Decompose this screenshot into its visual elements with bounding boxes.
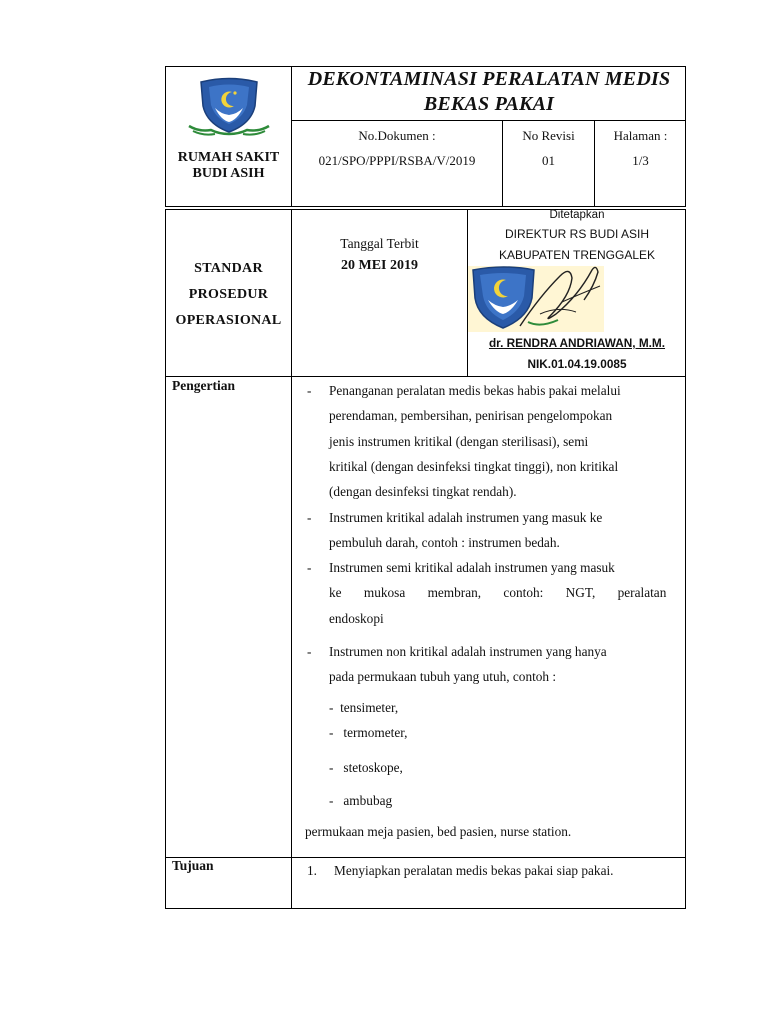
issue-date-label: Tanggal Terbit [340, 236, 419, 251]
pengertian-item-3 [329, 555, 678, 631]
tujuan-number: 1. [307, 863, 317, 878]
example-item-1: - tensimeter, [329, 700, 399, 715]
example-list [329, 700, 408, 808]
document-title-line1: DEKONTAMINASI PERALATAN MEDIS [307, 68, 671, 90]
director-line1: DIREKTUR RS BUDI ASIH [504, 227, 650, 241]
item1-line3: jenis instrumen kritikal (dengan sterilisasi), semi [329, 433, 589, 449]
document-number-value: 021/SPO/PPPI/RSBA/V/2019 [318, 153, 476, 168]
revision-label: No Revisi [522, 128, 575, 143]
document-number [292, 123, 502, 173]
item2-dash: - [307, 510, 312, 525]
item1-dash: - [307, 383, 312, 398]
sop-label-line3: OPERASIONAL [175, 313, 282, 328]
issue-date-value: 20 MEI 2019 [341, 258, 418, 273]
pengertian-closing: permukaan meja pasien, bed pasien, nurse station. [305, 824, 572, 839]
item1-line4: kritikal (dengan desinfeksi tingkat tinggi), non kritikal [329, 458, 619, 474]
document-title [292, 67, 686, 117]
header-divider-horizontal [291, 120, 686, 121]
item3-dash: - [307, 560, 312, 575]
hospital-name-line1: RUMAH SAKIT [177, 150, 280, 165]
item2-line2: pembuluh darah, contoh : instrumen bedah. [329, 535, 560, 551]
example-item-3: - stetoskope, [329, 760, 403, 775]
item3-line3: endoskopi [329, 610, 384, 626]
item4-dash: - [307, 644, 312, 659]
sop-divider-1 [165, 376, 686, 377]
sop-divider-2 [165, 857, 686, 858]
director-line2: KABUPATEN TRENGGALEK [498, 248, 656, 262]
pengertian-item-4 [329, 639, 673, 690]
pengertian-label: Pengertian [172, 378, 235, 393]
signatory-nik: NIK.01.04.19.0085 [527, 357, 627, 371]
signatory-name: dr. RENDRA ANDRIAWAN, M.M. [488, 336, 666, 350]
hospital-name [166, 150, 291, 182]
pengertian-item-2 [329, 505, 673, 556]
tujuan-text: Menyiapkan peralatan medis bekas pakai siap pakai. [334, 863, 614, 878]
item4-line1: Instrumen non kritikal adalah instrumen yang hanya [329, 644, 607, 659]
document-number-label: No.Dokumen : [358, 128, 436, 143]
example-item-2: - termometer, [329, 725, 408, 740]
revision-value: 01 [542, 153, 555, 168]
revision [503, 123, 594, 173]
hospital-shield-logo-icon [187, 76, 271, 140]
example-item-4: - ambubag [329, 793, 393, 808]
item1-line2: perendaman, pembersihan, penirisan pengelompokan [329, 408, 613, 424]
hospital-name-line2: BUDI ASIH [192, 166, 265, 181]
tujuan-label: Tujuan [172, 858, 214, 873]
signatory [468, 333, 686, 375]
page-info [595, 123, 686, 173]
approved-label: Ditetapkan [549, 209, 605, 221]
item1-line5: (dengan desinfeksi tingkat rendah). [329, 484, 517, 500]
signature-scribble-icon [500, 256, 610, 336]
item4-line2: pada permukaan tubuh yang utuh, contoh : [329, 669, 557, 685]
sop-label [166, 256, 291, 334]
pengertian-item-1 [329, 378, 673, 504]
item3-line1: Instrumen semi kritikal adalah instrumen yang masuk [329, 560, 615, 575]
sop-left-divider [291, 209, 292, 909]
document-title-line2: BEKAS PAKAI [423, 93, 555, 115]
sop-label-line2: PROSEDUR [188, 287, 269, 302]
sop-label-line1: STANDAR [194, 261, 263, 276]
item3-line2: ke mukosa membran, contoh: NGT, peralatan [329, 585, 667, 601]
item1-line1: Penanganan peralatan medis bekas habis pakai melalui [329, 383, 621, 398]
issue-date [292, 233, 467, 277]
page-value: 1/3 [632, 153, 649, 168]
page-label: Halaman : [613, 128, 668, 143]
item2-line1: Instrumen kritikal adalah instrumen yang masuk ke [329, 510, 603, 525]
